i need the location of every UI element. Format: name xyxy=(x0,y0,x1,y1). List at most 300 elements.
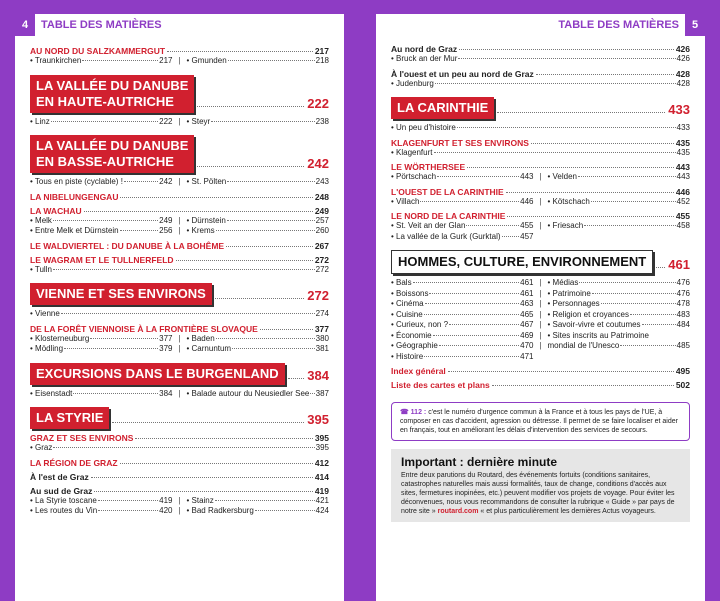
toc-section[interactable] xyxy=(30,324,329,334)
toc-entry[interactable] xyxy=(187,496,330,507)
page-ref: 381 xyxy=(315,344,329,353)
toc-entry[interactable] xyxy=(391,197,534,208)
toc-entry[interactable] xyxy=(187,344,330,355)
toc-entry[interactable] xyxy=(391,123,690,134)
emergency-number: ☎ 112 : xyxy=(400,409,427,416)
page-ref: 426 xyxy=(676,54,690,63)
leader-dots xyxy=(536,74,674,75)
toc-section[interactable] xyxy=(30,472,329,482)
chapter-heading[interactable] xyxy=(30,135,329,173)
leader-dots xyxy=(53,269,315,270)
entry-label: • Histoire xyxy=(391,351,424,361)
page-number: 4 xyxy=(15,14,35,36)
leader-dots xyxy=(413,282,520,283)
page-ref: 414 xyxy=(314,471,329,482)
leader-dots xyxy=(449,324,519,325)
leader-dots xyxy=(466,225,519,226)
page-ref: 395 xyxy=(315,443,329,452)
leader-dots xyxy=(420,201,519,202)
toc-entry[interactable] xyxy=(187,216,330,227)
toc-entry[interactable] xyxy=(187,506,330,517)
column-separator: | xyxy=(178,344,181,353)
page-ref: 455 xyxy=(675,211,690,221)
page-ref: 248 xyxy=(314,191,329,202)
toc-row xyxy=(30,226,329,237)
chapter-heading[interactable] xyxy=(391,250,690,274)
page-ref: 260 xyxy=(315,226,329,235)
leader-dots xyxy=(592,293,676,294)
toc-entry[interactable] xyxy=(548,331,691,342)
page-ref: 222 xyxy=(307,95,329,111)
page-ref: 379 xyxy=(159,344,173,353)
toc-entry[interactable] xyxy=(30,506,173,517)
leader-dots xyxy=(584,225,675,226)
right-page xyxy=(376,14,705,601)
toc-entry[interactable] xyxy=(391,320,534,331)
leader-dots xyxy=(94,491,312,492)
toc-section[interactable] xyxy=(30,192,329,202)
toc-row xyxy=(391,289,690,300)
entry-label: • Eisenstadt xyxy=(30,388,73,398)
leader-dots xyxy=(579,282,675,283)
entry-label: • Villach xyxy=(391,196,420,206)
chapter-title-box xyxy=(30,407,109,429)
leader-dots xyxy=(53,447,314,448)
entry-label: • Cinéma xyxy=(391,299,424,308)
toc-entry[interactable] xyxy=(30,443,329,454)
leader-dots xyxy=(215,500,315,501)
section-label: À l'est de Graz xyxy=(30,471,89,482)
toc-entry[interactable] xyxy=(30,177,173,188)
leader-dots xyxy=(64,348,158,349)
column-separator: | xyxy=(539,309,542,319)
page-ref: 469 xyxy=(520,330,534,340)
page-ref: 420 xyxy=(159,506,173,515)
toc-entry[interactable] xyxy=(391,299,534,310)
toc-entry[interactable] xyxy=(391,232,534,243)
page-ref: 222 xyxy=(159,116,173,126)
column-separator: | xyxy=(539,288,542,298)
leader-dots xyxy=(120,463,313,464)
leader-dots xyxy=(578,176,676,177)
entry-label: • Mödling xyxy=(30,344,64,353)
toc-row xyxy=(391,278,690,289)
entry-label: • Entre Melk et Dürnstein xyxy=(30,226,119,235)
page-ref: 257 xyxy=(315,215,329,225)
leader-dots xyxy=(425,303,520,304)
page-ref: 471 xyxy=(520,351,534,361)
toc-entry[interactable] xyxy=(187,389,330,400)
chapter-title-box xyxy=(30,363,285,385)
toc-row xyxy=(391,221,690,232)
page-ref: 272 xyxy=(315,264,329,274)
page-ref: 476 xyxy=(676,288,690,298)
toc-row xyxy=(391,123,690,134)
page-ref: 380 xyxy=(315,333,329,343)
section-label: LE WÖRTHERSEE xyxy=(391,162,466,172)
toc-entry[interactable] xyxy=(30,389,173,400)
page-ref: 217 xyxy=(159,56,173,65)
page-ref: 476 xyxy=(676,278,690,287)
leader-dots xyxy=(497,112,665,113)
leader-dots xyxy=(124,181,158,182)
toc-row xyxy=(30,506,329,517)
leader-dots xyxy=(53,220,158,221)
entry-label: • Gmunden xyxy=(186,56,227,65)
entry-label: • Les routes du Vin xyxy=(30,506,98,515)
site-link[interactable]: routard.com xyxy=(437,508,479,515)
toc-row xyxy=(30,334,329,345)
entry-label: • Un peu d'histoire xyxy=(391,123,456,132)
entry-label: • Curieux, non ? xyxy=(391,320,449,329)
entry-label: • Steyr xyxy=(186,116,211,126)
leader-dots xyxy=(84,211,313,212)
page-ref: 272 xyxy=(307,288,329,303)
chapter-title-line: EXCURSIONS DANS LE BURGENLAND xyxy=(36,365,279,381)
leader-dots xyxy=(216,338,315,339)
page-ref: 461 xyxy=(668,257,690,272)
toc-section[interactable] xyxy=(391,69,690,79)
leader-dots xyxy=(620,345,675,346)
toc-section[interactable] xyxy=(30,433,329,443)
leader-dots xyxy=(211,121,314,122)
toc-section[interactable] xyxy=(30,206,329,216)
emergency-note xyxy=(391,402,690,441)
leader-dots xyxy=(51,121,158,122)
chapter-title-line: LA VALLÉE DU DANUBE xyxy=(36,77,189,93)
page-ref: 419 xyxy=(314,485,329,496)
toc-entry[interactable] xyxy=(391,310,534,321)
toc-row xyxy=(391,232,690,243)
toc-row xyxy=(30,265,329,276)
leader-dots xyxy=(630,314,676,315)
toc-section[interactable] xyxy=(30,458,329,468)
page-ref: 395 xyxy=(307,412,329,427)
entry-label: • Sites inscrits au Patrimoine xyxy=(547,330,650,340)
page-ref: 463 xyxy=(520,299,534,308)
entry-label: • La vallée de la Gurk (Gurktal) xyxy=(391,231,501,241)
chapter-title-box xyxy=(30,283,212,305)
toc-section[interactable] xyxy=(391,44,690,54)
leader-dots xyxy=(232,348,315,349)
chapter-heading[interactable] xyxy=(391,97,690,119)
leader-dots xyxy=(197,106,304,107)
toc-entry[interactable] xyxy=(30,56,173,67)
leader-dots xyxy=(255,510,315,511)
toc-row xyxy=(30,117,329,128)
column-separator: | xyxy=(539,278,542,287)
toc-entry[interactable] xyxy=(391,289,534,300)
page-ref: 377 xyxy=(314,323,329,334)
page-ref: 424 xyxy=(315,506,329,515)
toc-entry[interactable] xyxy=(391,79,690,90)
column-separator: | xyxy=(178,177,181,186)
toc-entry[interactable] xyxy=(187,117,330,128)
chapter-title-line: LA STYRIE xyxy=(36,410,104,425)
entry-label: • Cuisine xyxy=(391,309,423,319)
page-ref: 443 xyxy=(520,172,534,181)
leader-dots xyxy=(167,51,313,52)
chapter-heading[interactable] xyxy=(30,283,329,305)
column-separator: | xyxy=(178,215,181,225)
toc-row xyxy=(30,56,329,67)
leader-dots xyxy=(591,201,676,202)
important-box xyxy=(391,449,690,522)
toc-entry[interactable] xyxy=(548,352,691,363)
toc-entry[interactable] xyxy=(187,177,330,188)
toc-entry[interactable] xyxy=(391,352,534,363)
toc-row xyxy=(30,389,329,400)
section-label: L'OUEST DE LA CARINTHIE xyxy=(391,186,504,197)
page-ref: 470 xyxy=(520,341,534,350)
section-label: Liste des cartes et plans xyxy=(391,380,490,390)
toc-section[interactable] xyxy=(391,366,690,376)
chapter-title-line: LA CARINTHIE xyxy=(397,100,489,115)
header-title: TABLE DES MATIÈRES xyxy=(41,19,162,31)
chapter-heading[interactable] xyxy=(30,363,329,385)
toc-row xyxy=(30,344,329,355)
toc-section[interactable] xyxy=(30,486,329,496)
column-separator: | xyxy=(178,506,181,515)
toc-entry[interactable] xyxy=(30,334,173,345)
toc-section[interactable] xyxy=(30,255,329,265)
page-ref: 242 xyxy=(159,177,173,186)
leader-dots xyxy=(226,246,313,247)
toc-entry[interactable] xyxy=(548,221,691,232)
page-ref: 272 xyxy=(314,254,329,265)
left-page xyxy=(15,14,344,601)
section-label: Au nord de Graz xyxy=(391,44,458,54)
chapter-heading[interactable] xyxy=(30,75,329,113)
page-ref: 443 xyxy=(675,162,690,172)
page-ref: 377 xyxy=(159,333,173,343)
page-ref: 218 xyxy=(315,56,329,65)
leader-dots xyxy=(227,181,314,182)
entry-label: • Klosterneuburg xyxy=(30,333,90,343)
page-ref: 384 xyxy=(307,367,329,383)
column-separator: | xyxy=(539,299,542,308)
toc-entry[interactable] xyxy=(187,226,330,237)
page-number: 5 xyxy=(685,14,705,36)
emergency-text: c'est le numéro d'urgence commun à la France et à tous les pays de l'UE, à composer en cas d'accident, agression ou détresse. Il permet de se faire localiser et aider en français, tout en améliorant les délais d'intervention des services de secours. xyxy=(400,409,678,434)
toc-entry[interactable] xyxy=(187,56,330,67)
leader-dots xyxy=(492,385,674,386)
leader-dots xyxy=(433,335,520,336)
entry-label: • Vienne xyxy=(30,309,60,318)
section-label: LE WALDVIERTEL : DU DANUBE À LA BOHÊME xyxy=(30,240,225,251)
toc-entry[interactable] xyxy=(30,309,329,320)
toc-row xyxy=(30,177,329,188)
toc-entry[interactable] xyxy=(30,265,329,276)
column-separator: | xyxy=(539,320,542,329)
toc-row xyxy=(391,172,690,183)
leader-dots xyxy=(439,345,519,346)
toc-entry[interactable] xyxy=(391,172,534,183)
section-label: LA NIBELUNGENGAU xyxy=(30,191,119,202)
leader-dots xyxy=(459,49,674,50)
toc-section[interactable] xyxy=(391,138,690,148)
page-ref: 387 xyxy=(315,388,329,398)
toc-entry[interactable] xyxy=(548,289,691,300)
leader-dots xyxy=(197,166,304,167)
toc-entry[interactable] xyxy=(30,496,173,507)
leader-dots xyxy=(448,371,674,372)
toc-entry[interactable] xyxy=(391,278,534,289)
leader-dots xyxy=(507,216,673,217)
toc-row xyxy=(391,54,690,65)
toc-content xyxy=(376,36,705,390)
entry-label: • Médias xyxy=(547,278,579,287)
toc-section[interactable] xyxy=(391,380,690,390)
entry-label: • Velden xyxy=(547,172,577,181)
leader-dots xyxy=(228,60,315,61)
chapter-title-line: EN HAUTE-AUTRICHE xyxy=(36,93,174,109)
entry-label: • Krems xyxy=(186,226,215,235)
entry-label: • Stainz xyxy=(186,495,214,505)
page-ref: 428 xyxy=(676,78,690,88)
toc-entry[interactable] xyxy=(30,226,173,237)
page-ref: 435 xyxy=(675,137,690,148)
column-separator: | xyxy=(178,388,181,398)
leader-dots xyxy=(642,324,676,325)
toc-entry[interactable] xyxy=(391,331,534,342)
toc-entry[interactable] xyxy=(548,232,691,243)
leader-dots xyxy=(61,313,315,314)
column-separator: | xyxy=(539,221,542,230)
chapter-title-box xyxy=(391,97,494,119)
page-ref: 452 xyxy=(676,196,690,206)
toc-entry[interactable] xyxy=(548,197,691,208)
leader-dots xyxy=(429,293,519,294)
toc-entry[interactable] xyxy=(391,54,690,65)
toc-entry[interactable] xyxy=(391,341,534,352)
leader-dots xyxy=(434,152,676,153)
chapter-title-line: VIENNE ET SES ENVIRONS xyxy=(36,286,206,301)
toc-section[interactable] xyxy=(391,162,690,172)
chapter-title-line: LA VALLÉE DU DANUBE xyxy=(36,138,189,153)
page-ref: 467 xyxy=(520,320,534,329)
toc-entry[interactable] xyxy=(548,341,691,352)
entry-label: • Bruck an der Mur xyxy=(391,54,458,63)
column-separator xyxy=(534,352,548,363)
page-ref: 217 xyxy=(314,46,329,56)
page-header xyxy=(15,14,344,36)
entry-label: • Traunkirchen xyxy=(30,56,82,65)
section-label: KLAGENFURT ET SES ENVIRONS xyxy=(391,137,529,148)
entry-label: • Melk xyxy=(30,215,52,225)
page-ref: 483 xyxy=(676,309,690,319)
page-ref: 457 xyxy=(520,231,534,241)
chapter-title-box xyxy=(30,135,194,173)
page-ref: 446 xyxy=(675,186,690,197)
entry-label: • St. Veit an der Glan xyxy=(391,221,466,230)
section-label: À l'ouest et un peu au nord de Graz xyxy=(391,68,534,79)
leader-dots xyxy=(310,393,314,394)
leader-dots xyxy=(601,303,676,304)
toc-entry[interactable] xyxy=(30,344,173,355)
toc-entry[interactable] xyxy=(391,221,534,232)
entry-label: • Graz xyxy=(30,443,53,452)
important-body xyxy=(401,471,680,516)
section-label: GRAZ ET SES ENVIRONS xyxy=(30,433,134,443)
entry-label: • Bals xyxy=(391,278,412,287)
page-ref: 249 xyxy=(159,215,173,225)
leader-dots xyxy=(120,197,312,198)
toc-section[interactable] xyxy=(30,241,329,251)
column-separator: | xyxy=(539,196,542,206)
page-ref: 243 xyxy=(315,177,329,186)
column-separator: | xyxy=(539,172,542,181)
page-ref: 238 xyxy=(315,116,329,126)
leader-dots xyxy=(112,422,304,423)
leader-dots xyxy=(176,260,313,261)
page-ref: 443 xyxy=(676,172,690,181)
page-ref: 455 xyxy=(520,221,534,230)
toc-row xyxy=(30,216,329,227)
entry-label: • La Styrie toscane xyxy=(30,495,97,505)
entry-label: • Klagenfurt xyxy=(391,147,433,157)
toc-entry[interactable] xyxy=(30,216,173,227)
toc-row xyxy=(391,197,690,208)
section-label: LE WAGRAM ET LE TULLNERFELD xyxy=(30,254,174,265)
toc-entry[interactable] xyxy=(548,172,691,183)
entry-label: • Religion et croyances xyxy=(547,309,630,319)
chapter-heading[interactable] xyxy=(30,407,329,429)
page-header xyxy=(376,14,705,36)
toc-section[interactable] xyxy=(391,211,690,221)
toc-entry[interactable] xyxy=(548,299,691,310)
toc-row xyxy=(391,299,690,310)
entry-label: • Tulln xyxy=(30,264,52,274)
page-ref: 267 xyxy=(314,240,329,251)
toc-entry[interactable] xyxy=(391,148,690,159)
leader-dots xyxy=(288,378,305,379)
section-label: DE LA FORÊT VIENNOISE À LA FRONTIÈRE SLOVAQUE xyxy=(30,323,258,334)
page-ref: 274 xyxy=(315,309,329,318)
toc-entry[interactable] xyxy=(548,320,691,331)
entry-label: • Linz xyxy=(30,116,50,126)
leader-dots xyxy=(424,314,519,315)
leader-dots xyxy=(98,510,158,511)
leader-dots xyxy=(502,236,520,237)
entry-label: • Géographie xyxy=(391,341,438,350)
page-ref: 419 xyxy=(159,495,173,505)
column-separator: | xyxy=(178,333,181,343)
leader-dots xyxy=(457,127,676,128)
entry-label: • Pörtschach xyxy=(391,172,437,181)
toc-entry[interactable] xyxy=(30,117,173,128)
page-ref: 421 xyxy=(315,495,329,505)
section-label: LE NORD DE LA CARINTHIE xyxy=(391,211,506,221)
entry-label: • Dürnstein xyxy=(186,215,226,225)
leader-dots xyxy=(227,220,315,221)
toc-entry[interactable] xyxy=(548,278,691,289)
page-ref: 502 xyxy=(675,380,690,390)
entry-label: • Balade autour du Neusiedler See xyxy=(186,388,310,398)
toc-entry[interactable] xyxy=(548,310,691,321)
page-ref: 428 xyxy=(675,68,690,79)
toc-section[interactable] xyxy=(391,187,690,197)
entry-label: • Bad Radkersburg xyxy=(186,506,254,515)
toc-row xyxy=(391,331,690,342)
leader-dots xyxy=(467,167,674,168)
toc-entry[interactable] xyxy=(187,334,330,345)
toc-row xyxy=(391,341,690,352)
column-separator: | xyxy=(539,341,542,350)
toc-section[interactable] xyxy=(30,46,329,56)
toc-row xyxy=(30,309,329,320)
leader-dots xyxy=(135,438,312,439)
